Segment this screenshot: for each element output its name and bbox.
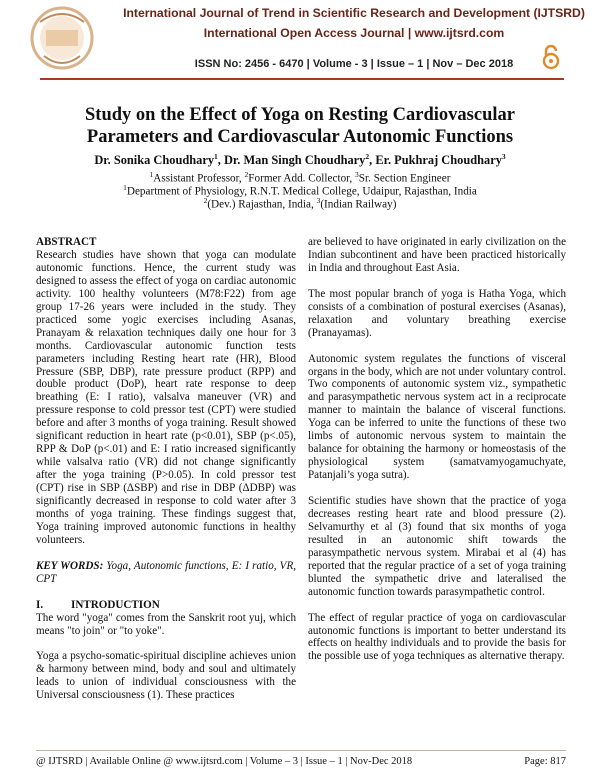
abstract-text: Research studies have shown that yoga can modulate autonomic functions. Hence, the current study was designed to assess the effect of yoga on cardiac autonomic activity. 100 healthy volunteers (M78:F22) from age group 17-26 years were included in the study. They practiced some yogic exercises including Asanas, Pranayam & relaxation techniques daily one hour for 3 months. Cardiovascular autonomic function tests parameters including Resting heart rate (HR), Blood Pressure (SBP, DBP), rate pressure product (RPP) and double product (DoP), heart rate response to deep breathing (E: I ratio), valsalva maneuver (VR) and pressure response to cold pressor test (CPT) were studied before and after 3 months of yoga training. Result showed significant reduction in heart rate (p<0.01), SBP (p<.05), RPP & DoP (p<.01) and E: I ratio increased significantly while valsalva ratio (VR) did not change significantly after the yoga training (P>0.05). In cold pressor test (CPT) rise in SBP (ΔSBP) and rise in DBP (ΔDBP) was significantly decreased in response to cold water after 3 months of yoga training. These findings suggest that, Yoga training improved autonomic functions in healthy volunteers. xyxy=(36,248,296,546)
ijtsrd-logo-icon xyxy=(10,2,114,80)
journal-header xyxy=(0,0,600,84)
paragraph: The most popular branch of yoga is Hatha Yoga, which consists of a combination of postural exercises (Asanas), relaxation and voluntary breathing exercise (Pranayamas). xyxy=(308,287,566,339)
affiliation-location: $^2$(Dev.) Rajasthan, India, $^3$(Indian Railway) xyxy=(203,196,397,211)
author: Dr. Man Singh Choudhary$^2$, xyxy=(223,152,376,168)
journal-title: International Journal of Trend in Scientific Research and Development (IJTSRD) xyxy=(123,6,585,20)
keywords: KEY WORDS: Yoga, Autonomic functions, E: I ratio, VR, CPT xyxy=(36,559,296,585)
paragraph: The word "yoga" comes from the Sanskrit root yuj, which means "to join" or "to yoke". xyxy=(36,611,296,637)
affiliation-department: $^1$Department of Physiology, R.N.T. Medical College, Udaipur, Rajasthan, India xyxy=(123,183,477,198)
author: Er. Pukhraj Choudhary$^3$ xyxy=(375,152,506,168)
header-divider xyxy=(40,78,564,80)
abstract-heading: ABSTRACT xyxy=(36,236,97,248)
journal-subtitle: International Open Access Journal | www.ijtsrd.com xyxy=(203,26,505,40)
left-column xyxy=(36,236,296,715)
right-column xyxy=(308,236,566,676)
author-list xyxy=(30,152,570,168)
section-heading-introduction: I. INTRODUCTION xyxy=(36,598,160,611)
footer-citation: @ IJTSRD | Available Online @ www.ijtsrd.com | Volume – 3 | Issue – 1 | Nov-Dec 2018 xyxy=(36,756,413,767)
paragraph: Scientific studies have shown that the practice of yoga decreases resting heart rate and blood pressure (2). Selvamurthy et al (3) found that six months of yoga resulted in an autonomic shift towards the parasympathetic nervous system. Mirabai et al (4) has reported that the regular practice of a set of yoga training blunted the sympathetic drive and lateralised the autonomic function towards parasympathetic control. xyxy=(308,495,566,598)
author-roles: $^1$Assistant Professor, $^2$Former Add. Collector, $^3$Sr. Section Engineer xyxy=(149,170,451,185)
paper-title: Study on the Effect of Yoga on Resting Cardiovascular Parameters and Cardiovascular Autonomic Functions xyxy=(85,105,515,147)
paragraph: Yoga a psycho-somatic-spiritual discipline achieves union & harmony between mind, body and soul and ultimately leads to union of individual consciousness with the Universal consciousness (1). These practices xyxy=(36,650,296,702)
paragraph: are believed to have originated in early civilization on the Indian subcontinent and have been practiced historically in India and throughout East Asia. xyxy=(308,236,566,274)
open-access-lock-icon xyxy=(538,44,564,70)
page-number: Page: 817 xyxy=(524,756,566,767)
issn-volume-line: ISSN No: 2456 - 6470 | Volume - 3 | Issue – 1 | Nov – Dec 2018 xyxy=(194,58,514,70)
footer-divider xyxy=(36,750,566,751)
paragraph: Autonomic system regulates the functions of visceral organs in the body, which are not under voluntary control. Two components of autonomic system viz., sympathetic and parasympathetic nervous system act in a reciprocate manner to maintain the balance of visceral functions. Yoga can be inferred to unite the functions of these two limbs of autonomic nervous system to maintain the balance for obtaining the harmony or homeostasis of the physiological system (samatvamyogamuchyate, Patanjali’s yoga sutra). xyxy=(308,352,566,482)
paragraph: The effect of regular practice of yoga on cardiovascular autonomic functions is important to better understand its effects on healthy individuals and to provide the basis for the possible use of yoga techniques as alternative therapy. xyxy=(308,611,566,663)
page-footer xyxy=(36,756,566,767)
author: Dr. Sonika Choudhary$^1$, xyxy=(94,152,224,168)
